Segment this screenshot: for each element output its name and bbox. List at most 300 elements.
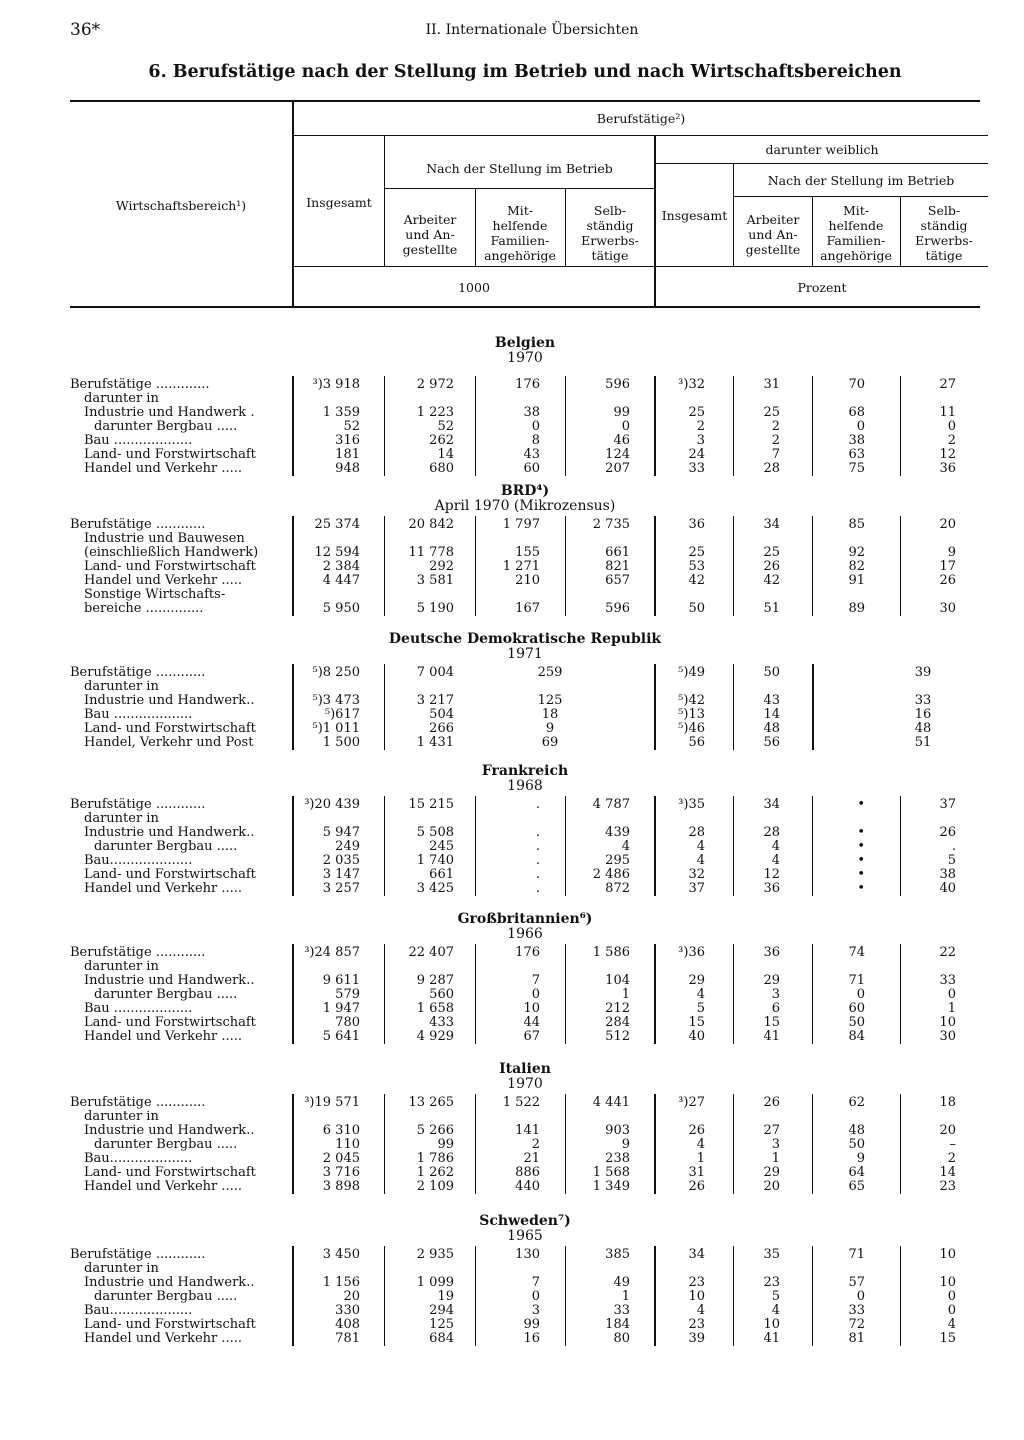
cell: 661 xyxy=(605,545,630,560)
cell: 3 xyxy=(771,1137,780,1152)
cell: 316 xyxy=(335,433,360,448)
cell: 385 xyxy=(605,1247,630,1262)
cell: 9 xyxy=(856,1151,865,1166)
cell: 4 xyxy=(771,853,780,868)
cell: 26 xyxy=(763,559,780,574)
cell: 7 xyxy=(771,447,780,462)
cell: 31 xyxy=(688,1165,705,1180)
cell: 52 xyxy=(343,419,360,434)
cell: 71 xyxy=(848,973,865,988)
column-separator xyxy=(654,1094,656,1194)
cell: 91 xyxy=(848,573,865,588)
table-row xyxy=(70,974,980,988)
row-label: Handel und Verkehr ..... xyxy=(84,573,243,588)
cell: 3 xyxy=(771,987,780,1002)
section-country: Frankreich xyxy=(481,763,569,779)
cell: 38 xyxy=(848,433,865,448)
cell: 60 xyxy=(523,461,540,476)
table-row xyxy=(70,448,980,462)
cell: 2 935 xyxy=(416,1247,454,1262)
column-separator xyxy=(900,944,901,1044)
column-separator xyxy=(733,944,734,1044)
cell: ⁵)8 250 xyxy=(312,665,360,680)
cell: 75 xyxy=(848,461,865,476)
cell: . xyxy=(535,881,540,896)
cell: 4 xyxy=(696,1137,705,1152)
cell: 124 xyxy=(605,447,630,462)
row-label: Handel und Verkehr ..... xyxy=(84,1331,243,1346)
row-label: Land- und Forstwirtschaft xyxy=(84,867,256,882)
table-title: 6. Berufstätige nach der Stellung im Betrieb und nach Wirtschaftsbereichen xyxy=(148,62,902,82)
section-country: Großbritannien⁶) xyxy=(457,911,593,927)
row-label: darunter Bergbau ..... xyxy=(94,987,238,1002)
cell: . xyxy=(535,839,540,854)
cell: 596 xyxy=(605,377,630,392)
row-label: Berufstätige ............ xyxy=(70,797,206,812)
cell: 33 xyxy=(848,1303,865,1318)
cell: 26 xyxy=(688,1123,705,1138)
row-label: darunter Bergbau ..... xyxy=(94,1137,238,1152)
cell: 99 xyxy=(523,1317,540,1332)
cell: 23 xyxy=(939,1179,956,1194)
cell: 167 xyxy=(515,601,540,616)
cell: 24 xyxy=(688,447,705,462)
column-separator xyxy=(292,796,294,896)
row-label: bereiche .............. xyxy=(84,601,204,616)
cell: ³)27 xyxy=(678,1095,705,1110)
cell: 9 xyxy=(621,1137,630,1152)
cell: 99 xyxy=(437,1137,454,1152)
column-separator xyxy=(733,664,734,750)
column-separator xyxy=(654,944,656,1044)
cell: 12 xyxy=(763,867,780,882)
cell: 48 xyxy=(914,721,932,736)
cell: 0 xyxy=(947,419,956,434)
cell: 25 374 xyxy=(314,517,360,532)
col-mithelfende-w: Mit- helfende Familien- angehörige xyxy=(820,203,892,263)
cell: 1 156 xyxy=(322,1275,360,1290)
cell: 18 xyxy=(541,707,559,722)
header-bottom-rule xyxy=(70,306,980,308)
cell: 85 xyxy=(848,517,865,532)
cell: 3 xyxy=(531,1303,540,1318)
cell: 0 xyxy=(856,987,865,1002)
cell: 872 xyxy=(605,881,630,896)
cell: 1 568 xyxy=(592,1165,630,1180)
cell: . xyxy=(951,839,956,854)
column-separator xyxy=(654,1246,656,1346)
cell: 36 xyxy=(939,461,956,476)
cell: 433 xyxy=(429,1015,454,1030)
column-separator xyxy=(565,516,566,616)
cell: 51 xyxy=(763,601,780,616)
header-divider-6 xyxy=(900,197,901,266)
col-nach-stellung: Nach der Stellung im Betrieb xyxy=(426,161,613,176)
cell: 292 xyxy=(429,559,454,574)
column-separator xyxy=(900,796,901,896)
row-label: Bau.................... xyxy=(84,1151,193,1166)
cell: 0 xyxy=(947,1303,956,1318)
table-row xyxy=(70,1030,980,1044)
cell: 1 xyxy=(621,1289,630,1304)
section-year: 1965 xyxy=(507,1228,543,1244)
column-separator xyxy=(384,664,385,750)
cell: 176 xyxy=(515,377,540,392)
column-separator xyxy=(733,376,734,476)
cell: 2 384 xyxy=(322,559,360,574)
cell: 50 xyxy=(848,1137,865,1152)
row-label: Industrie und Bauwesen xyxy=(84,531,245,546)
col-mithelfende: Mit- helfende Familien- angehörige xyxy=(484,203,556,263)
cell: 259 xyxy=(537,665,563,680)
cell: 71 xyxy=(848,1247,865,1262)
cell: • xyxy=(857,853,865,868)
row-label: Industrie und Handwerk.. xyxy=(84,973,255,988)
cell: 9 xyxy=(545,721,555,736)
cell: 1 947 xyxy=(322,1001,360,1016)
cell: 13 265 xyxy=(408,1095,454,1110)
cell: 4 xyxy=(696,853,705,868)
cell: 41 xyxy=(763,1331,780,1346)
cell: 2 972 xyxy=(416,377,454,392)
section-country: Belgien xyxy=(494,335,556,351)
cell: 84 xyxy=(848,1029,865,1044)
cell: 26 xyxy=(688,1179,705,1194)
cell: 2 xyxy=(771,419,780,434)
cell: 294 xyxy=(429,1303,454,1318)
cell: 31 xyxy=(763,377,780,392)
row-label: Industrie und Handwerk.. xyxy=(84,1275,255,1290)
cell: 33 xyxy=(613,1303,630,1318)
cell: 5 947 xyxy=(322,825,360,840)
cell: 20 xyxy=(939,1123,956,1138)
column-separator xyxy=(812,516,813,616)
cell: 22 xyxy=(939,945,956,960)
row-label: (einschließlich Handwerk) xyxy=(84,545,259,560)
row-label: Industrie und Handwerk.. xyxy=(84,1123,255,1138)
column-separator xyxy=(812,944,813,1044)
unit-right: Prozent xyxy=(797,280,847,295)
table-row xyxy=(70,1002,980,1016)
cell: 9 xyxy=(947,545,956,560)
cell: 40 xyxy=(688,1029,705,1044)
table-row xyxy=(70,708,980,722)
table-row xyxy=(70,546,980,560)
cell: 1 797 xyxy=(502,517,540,532)
cell: 3 217 xyxy=(416,693,454,708)
cell: ³)19 571 xyxy=(304,1095,360,1110)
cell: ³)35 xyxy=(678,797,705,812)
cell: 37 xyxy=(939,797,956,812)
cell: 70 xyxy=(848,377,865,392)
cell: 33 xyxy=(939,973,956,988)
cell: 684 xyxy=(429,1331,454,1346)
cell: ⁵)49 xyxy=(678,665,705,680)
header-divider-5 xyxy=(812,197,813,266)
cell: 25 xyxy=(763,405,780,420)
cell: 2 xyxy=(947,1151,956,1166)
cell: 60 xyxy=(848,1001,865,1016)
row-label: Handel und Verkehr ..... xyxy=(84,461,243,476)
row-label: darunter Bergbau ..... xyxy=(94,419,238,434)
cell: 28 xyxy=(763,461,780,476)
cell: 284 xyxy=(605,1015,630,1030)
row-label: Land- und Forstwirtschaft xyxy=(84,721,256,736)
cell: • xyxy=(857,867,865,882)
table-row xyxy=(70,666,980,680)
cell: 44 xyxy=(523,1015,540,1030)
cell: 17 xyxy=(939,559,956,574)
cell: 26 xyxy=(763,1095,780,1110)
cell: 1 xyxy=(771,1151,780,1166)
header-rule-group xyxy=(294,135,988,136)
cell: 579 xyxy=(335,987,360,1002)
cell: 11 xyxy=(939,405,956,420)
table-row xyxy=(70,1180,980,1194)
col-insgesamt-w: Insgesamt xyxy=(661,208,728,223)
cell: 3 898 xyxy=(322,1179,360,1194)
row-label: darunter in xyxy=(84,811,159,826)
table-row xyxy=(70,518,980,532)
cell: 67 xyxy=(523,1029,540,1044)
cell: ⁵)617 xyxy=(324,707,360,722)
cell: 34 xyxy=(763,797,780,812)
cell: 1 431 xyxy=(416,735,454,750)
cell: 176 xyxy=(515,945,540,960)
cell: 2 109 xyxy=(416,1179,454,1194)
section-year: April 1970 (Mikrozensus) xyxy=(434,498,616,514)
column-separator xyxy=(475,376,476,476)
table-row xyxy=(70,392,980,406)
cell: 56 xyxy=(688,735,705,750)
table-row xyxy=(70,946,980,960)
cell: 10 xyxy=(939,1015,956,1030)
column-separator xyxy=(292,376,294,476)
cell: 10 xyxy=(939,1247,956,1262)
column-separator xyxy=(475,944,476,1044)
table-row xyxy=(70,560,980,574)
cell: 36 xyxy=(763,881,780,896)
row-label: Bau ................... xyxy=(84,1001,193,1016)
running-head: II. Internationale Übersichten xyxy=(425,22,639,38)
cell: 5 266 xyxy=(416,1123,454,1138)
section-country: Schweden⁷) xyxy=(479,1213,571,1229)
cell: 4 xyxy=(696,987,705,1002)
cell: 661 xyxy=(429,867,454,882)
table-row xyxy=(70,532,980,546)
col-selbstaendig: Selb- ständig Erwerbs- tätige xyxy=(581,203,639,263)
column-separator xyxy=(900,376,901,476)
cell: . xyxy=(535,797,540,812)
cell: ³)32 xyxy=(678,377,705,392)
cell: 14 xyxy=(763,707,780,722)
section-year: 1971 xyxy=(507,646,543,662)
cell: 1 658 xyxy=(416,1001,454,1016)
cell: 50 xyxy=(763,665,780,680)
table-row xyxy=(70,406,980,420)
cell: 4 929 xyxy=(416,1029,454,1044)
cell: 4 787 xyxy=(592,797,630,812)
cell: 64 xyxy=(848,1165,865,1180)
cell: ⁵)46 xyxy=(678,721,705,736)
cell: 2 735 xyxy=(592,517,630,532)
row-label: Land- und Forstwirtschaft xyxy=(84,1015,256,1030)
column-separator xyxy=(292,1094,294,1194)
cell: 50 xyxy=(688,601,705,616)
stub-header: Wirtschaftsbereich¹) xyxy=(115,198,247,213)
table-row xyxy=(70,602,980,616)
row-label: Berufstätige ............ xyxy=(70,1247,206,1262)
header-rule-stellung xyxy=(385,188,654,189)
table-row xyxy=(70,840,980,854)
col-selbstaendig-w: Selb- ständig Erwerbs- tätige xyxy=(915,203,973,263)
cell: 63 xyxy=(848,447,865,462)
cell: ³)20 439 xyxy=(304,797,360,812)
cell: – xyxy=(949,1137,956,1152)
row-label: Industrie und Handwerk.. xyxy=(84,825,255,840)
cell: 48 xyxy=(848,1123,865,1138)
cell: 596 xyxy=(605,601,630,616)
column-separator xyxy=(565,1094,566,1194)
cell: 29 xyxy=(763,973,780,988)
table-row xyxy=(70,588,980,602)
cell: 110 xyxy=(335,1137,360,1152)
table-row xyxy=(70,1276,980,1290)
cell: • xyxy=(857,839,865,854)
cell: 4 xyxy=(947,1317,956,1332)
cell: 781 xyxy=(335,1331,360,1346)
column-separator xyxy=(654,664,656,750)
cell: ⁵)1 011 xyxy=(312,721,360,736)
cell: 2 xyxy=(696,419,705,434)
cell: • xyxy=(857,797,865,812)
cell: 12 594 xyxy=(314,545,360,560)
table-row xyxy=(70,680,980,694)
column-separator xyxy=(475,796,476,896)
cell: 5 xyxy=(771,1289,780,1304)
table-row xyxy=(70,420,980,434)
cell: • xyxy=(857,881,865,896)
header-divider-3 xyxy=(475,189,476,266)
row-label: Industrie und Handwerk.. xyxy=(84,693,255,708)
table-row xyxy=(70,960,980,974)
cell: 657 xyxy=(605,573,630,588)
cell: 25 xyxy=(688,405,705,420)
col-nach-stellung-w: Nach der Stellung im Betrieb xyxy=(767,173,955,188)
column-separator xyxy=(900,1246,901,1346)
cell: 2 xyxy=(531,1137,540,1152)
row-label: Land- und Forstwirtschaft xyxy=(84,447,256,462)
row-label: darunter Bergbau ..... xyxy=(94,839,238,854)
cell: 245 xyxy=(429,839,454,854)
column-separator xyxy=(733,516,734,616)
cell: 80 xyxy=(613,1331,630,1346)
cell: 69 xyxy=(541,735,559,750)
table-row xyxy=(70,694,980,708)
cell: . xyxy=(535,825,540,840)
column-separator xyxy=(384,796,385,896)
cell: 141 xyxy=(515,1123,540,1138)
cell: 34 xyxy=(688,1247,705,1262)
cell: 504 xyxy=(429,707,454,722)
column-separator xyxy=(654,376,656,476)
cell: 0 xyxy=(531,1289,540,1304)
cell: 266 xyxy=(429,721,454,736)
cell: 30 xyxy=(939,1029,956,1044)
table-row xyxy=(70,854,980,868)
cell: 184 xyxy=(605,1317,630,1332)
cell: 65 xyxy=(848,1179,865,1194)
column-separator xyxy=(900,516,901,616)
cell: 20 xyxy=(939,517,956,532)
cell: 52 xyxy=(437,419,454,434)
cell: 14 xyxy=(939,1165,956,1180)
column-separator xyxy=(812,796,813,896)
column-separator xyxy=(654,796,656,896)
cell: 0 xyxy=(856,419,865,434)
column-separator xyxy=(654,516,656,616)
section-year: 1970 xyxy=(507,1076,543,1092)
cell: 1 223 xyxy=(416,405,454,420)
cell: 5 xyxy=(947,853,956,868)
cell: 38 xyxy=(939,867,956,882)
cell: 68 xyxy=(848,405,865,420)
cell: 30 xyxy=(939,601,956,616)
cell: 18 xyxy=(939,1095,956,1110)
cell: 42 xyxy=(688,573,705,588)
cell: 2 035 xyxy=(322,853,360,868)
cell: 4 447 xyxy=(322,573,360,588)
cell: 19 xyxy=(437,1289,454,1304)
row-label: darunter Bergbau ..... xyxy=(94,1289,238,1304)
cell: 249 xyxy=(335,839,360,854)
column-separator xyxy=(812,376,813,476)
table-row xyxy=(70,1290,980,1304)
cell: 155 xyxy=(515,545,540,560)
cell: 40 xyxy=(939,881,956,896)
cell: 41 xyxy=(763,1029,780,1044)
cell: 4 xyxy=(621,839,630,854)
cell: 212 xyxy=(605,1001,630,1016)
cell: 29 xyxy=(688,973,705,988)
cell: 48 xyxy=(763,721,780,736)
cell: 3 716 xyxy=(322,1165,360,1180)
cell: 1 xyxy=(696,1151,705,1166)
header-rule-stellung-w xyxy=(734,196,988,197)
cell: 3 xyxy=(696,433,705,448)
cell: ⁵)3 473 xyxy=(312,693,360,708)
cell: 0 xyxy=(947,987,956,1002)
cell: 16 xyxy=(523,1331,540,1346)
cell: 2 486 xyxy=(592,867,630,882)
table-row xyxy=(70,1248,980,1262)
cell: 1 262 xyxy=(416,1165,454,1180)
cell: 43 xyxy=(523,447,540,462)
cell: 34 xyxy=(763,517,780,532)
table-row xyxy=(70,1332,980,1346)
cell: 36 xyxy=(688,517,705,532)
cell: 10 xyxy=(688,1289,705,1304)
col-insgesamt: Insgesamt xyxy=(306,195,372,210)
table-row xyxy=(70,722,980,736)
column-separator xyxy=(900,1094,901,1194)
cell: 1 740 xyxy=(416,853,454,868)
cell: 20 xyxy=(343,1289,360,1304)
cell: 81 xyxy=(848,1331,865,1346)
cell: 295 xyxy=(605,853,630,868)
row-label: Berufstätige ............ xyxy=(70,517,206,532)
cell: 39 xyxy=(914,665,932,680)
